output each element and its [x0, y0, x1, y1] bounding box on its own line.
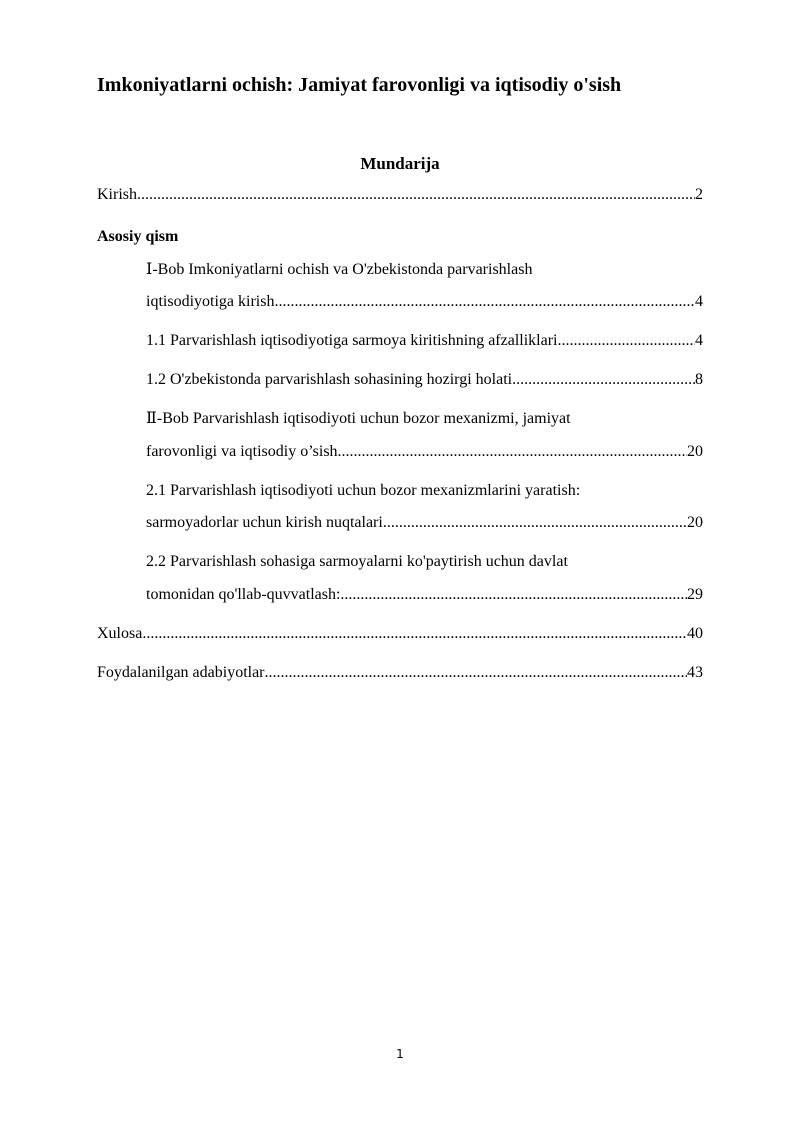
toc-entry-label: Foydalanilgan adabiyotlar — [97, 664, 265, 681]
page-number: 1 — [396, 1047, 404, 1061]
toc-entry-label: Kirish — [97, 186, 137, 203]
toc-page-number: 2 — [695, 186, 703, 203]
toc-page-number: 20 — [687, 443, 703, 460]
toc-page-number: 40 — [687, 625, 703, 642]
toc-entry-label: tomonidan qo'llab-quvvatlash: — [146, 586, 341, 603]
toc-entry-chapter2[interactable] — [146, 442, 703, 462]
toc-leader-dots — [137, 185, 695, 205]
toc-section-2-1-title[interactable]: 2.1 Parvarishlash iqtisodiyoti uchun bozor mexanizmlarini yaratish: — [146, 482, 581, 499]
toc-page-number: 8 — [695, 371, 703, 388]
toc-leader-dots — [557, 331, 695, 351]
toc-entry-label: Xulosa — [97, 625, 143, 642]
toc-entry-section-2-2[interactable] — [146, 585, 703, 605]
main-section-label: Asosiy qism — [97, 228, 179, 245]
toc-leader-dots — [274, 292, 695, 312]
toc-entry-label: farovonligi va iqtisodiy o’sish — [146, 443, 338, 460]
toc-entry-section-1-2[interactable] — [146, 370, 703, 390]
toc-page-number: 43 — [687, 664, 703, 681]
toc-leader-dots — [340, 585, 687, 605]
toc-page-number: 4 — [695, 332, 703, 349]
toc-entry-conclusion[interactable] — [97, 624, 703, 644]
toc-leader-dots — [142, 624, 687, 644]
toc-leader-dots — [512, 370, 695, 390]
toc-entry-label: 1.1 Parvarishlash iqtisodiyotiga sarmoya kiritishning afzalliklari — [146, 332, 558, 349]
toc-chapter2-title[interactable]: Ⅱ-Bob Parvarishlash iqtisodiyoti uchun bozor mexanizmi, jamiyat — [146, 410, 571, 427]
toc-leader-dots — [383, 513, 687, 533]
toc-leader-dots — [265, 663, 687, 683]
toc-entry-label: iqtisodiyotiga kirish — [146, 293, 275, 310]
toc-entry-chapter1[interactable] — [146, 292, 703, 312]
toc-entry-section-2-1[interactable] — [146, 513, 703, 533]
toc-entry-label: 1.2 O'zbekistonda parvarishlash sohasining hozirgi holati — [146, 371, 513, 388]
toc-page-number: 20 — [687, 514, 703, 531]
toc-entry-label: sarmoyadorlar uchun kirish nuqtalari — [146, 514, 383, 531]
toc-section-2-2-title[interactable]: 2.2 Parvarishlash sohasiga sarmoyalarni ko'paytirish uchun davlat — [146, 553, 568, 570]
toc-entry-intro[interactable] — [97, 185, 703, 205]
toc-entry-section-1-1[interactable] — [146, 331, 703, 351]
toc-heading: Mundarija — [360, 154, 440, 173]
toc-entry-references[interactable] — [97, 663, 703, 683]
toc-leader-dots — [338, 442, 687, 462]
toc-page-number: 29 — [687, 586, 703, 603]
toc-chapter1-title[interactable]: Ⅰ-Bob Imkoniyatlarni ochish va O'zbekistonda parvarishlash — [146, 261, 533, 278]
toc-page-number: 4 — [695, 293, 703, 310]
document-title: Imkoniyatlarni ochish: Jamiyat farovonligi va iqtisodiy o'sish — [97, 74, 622, 96]
